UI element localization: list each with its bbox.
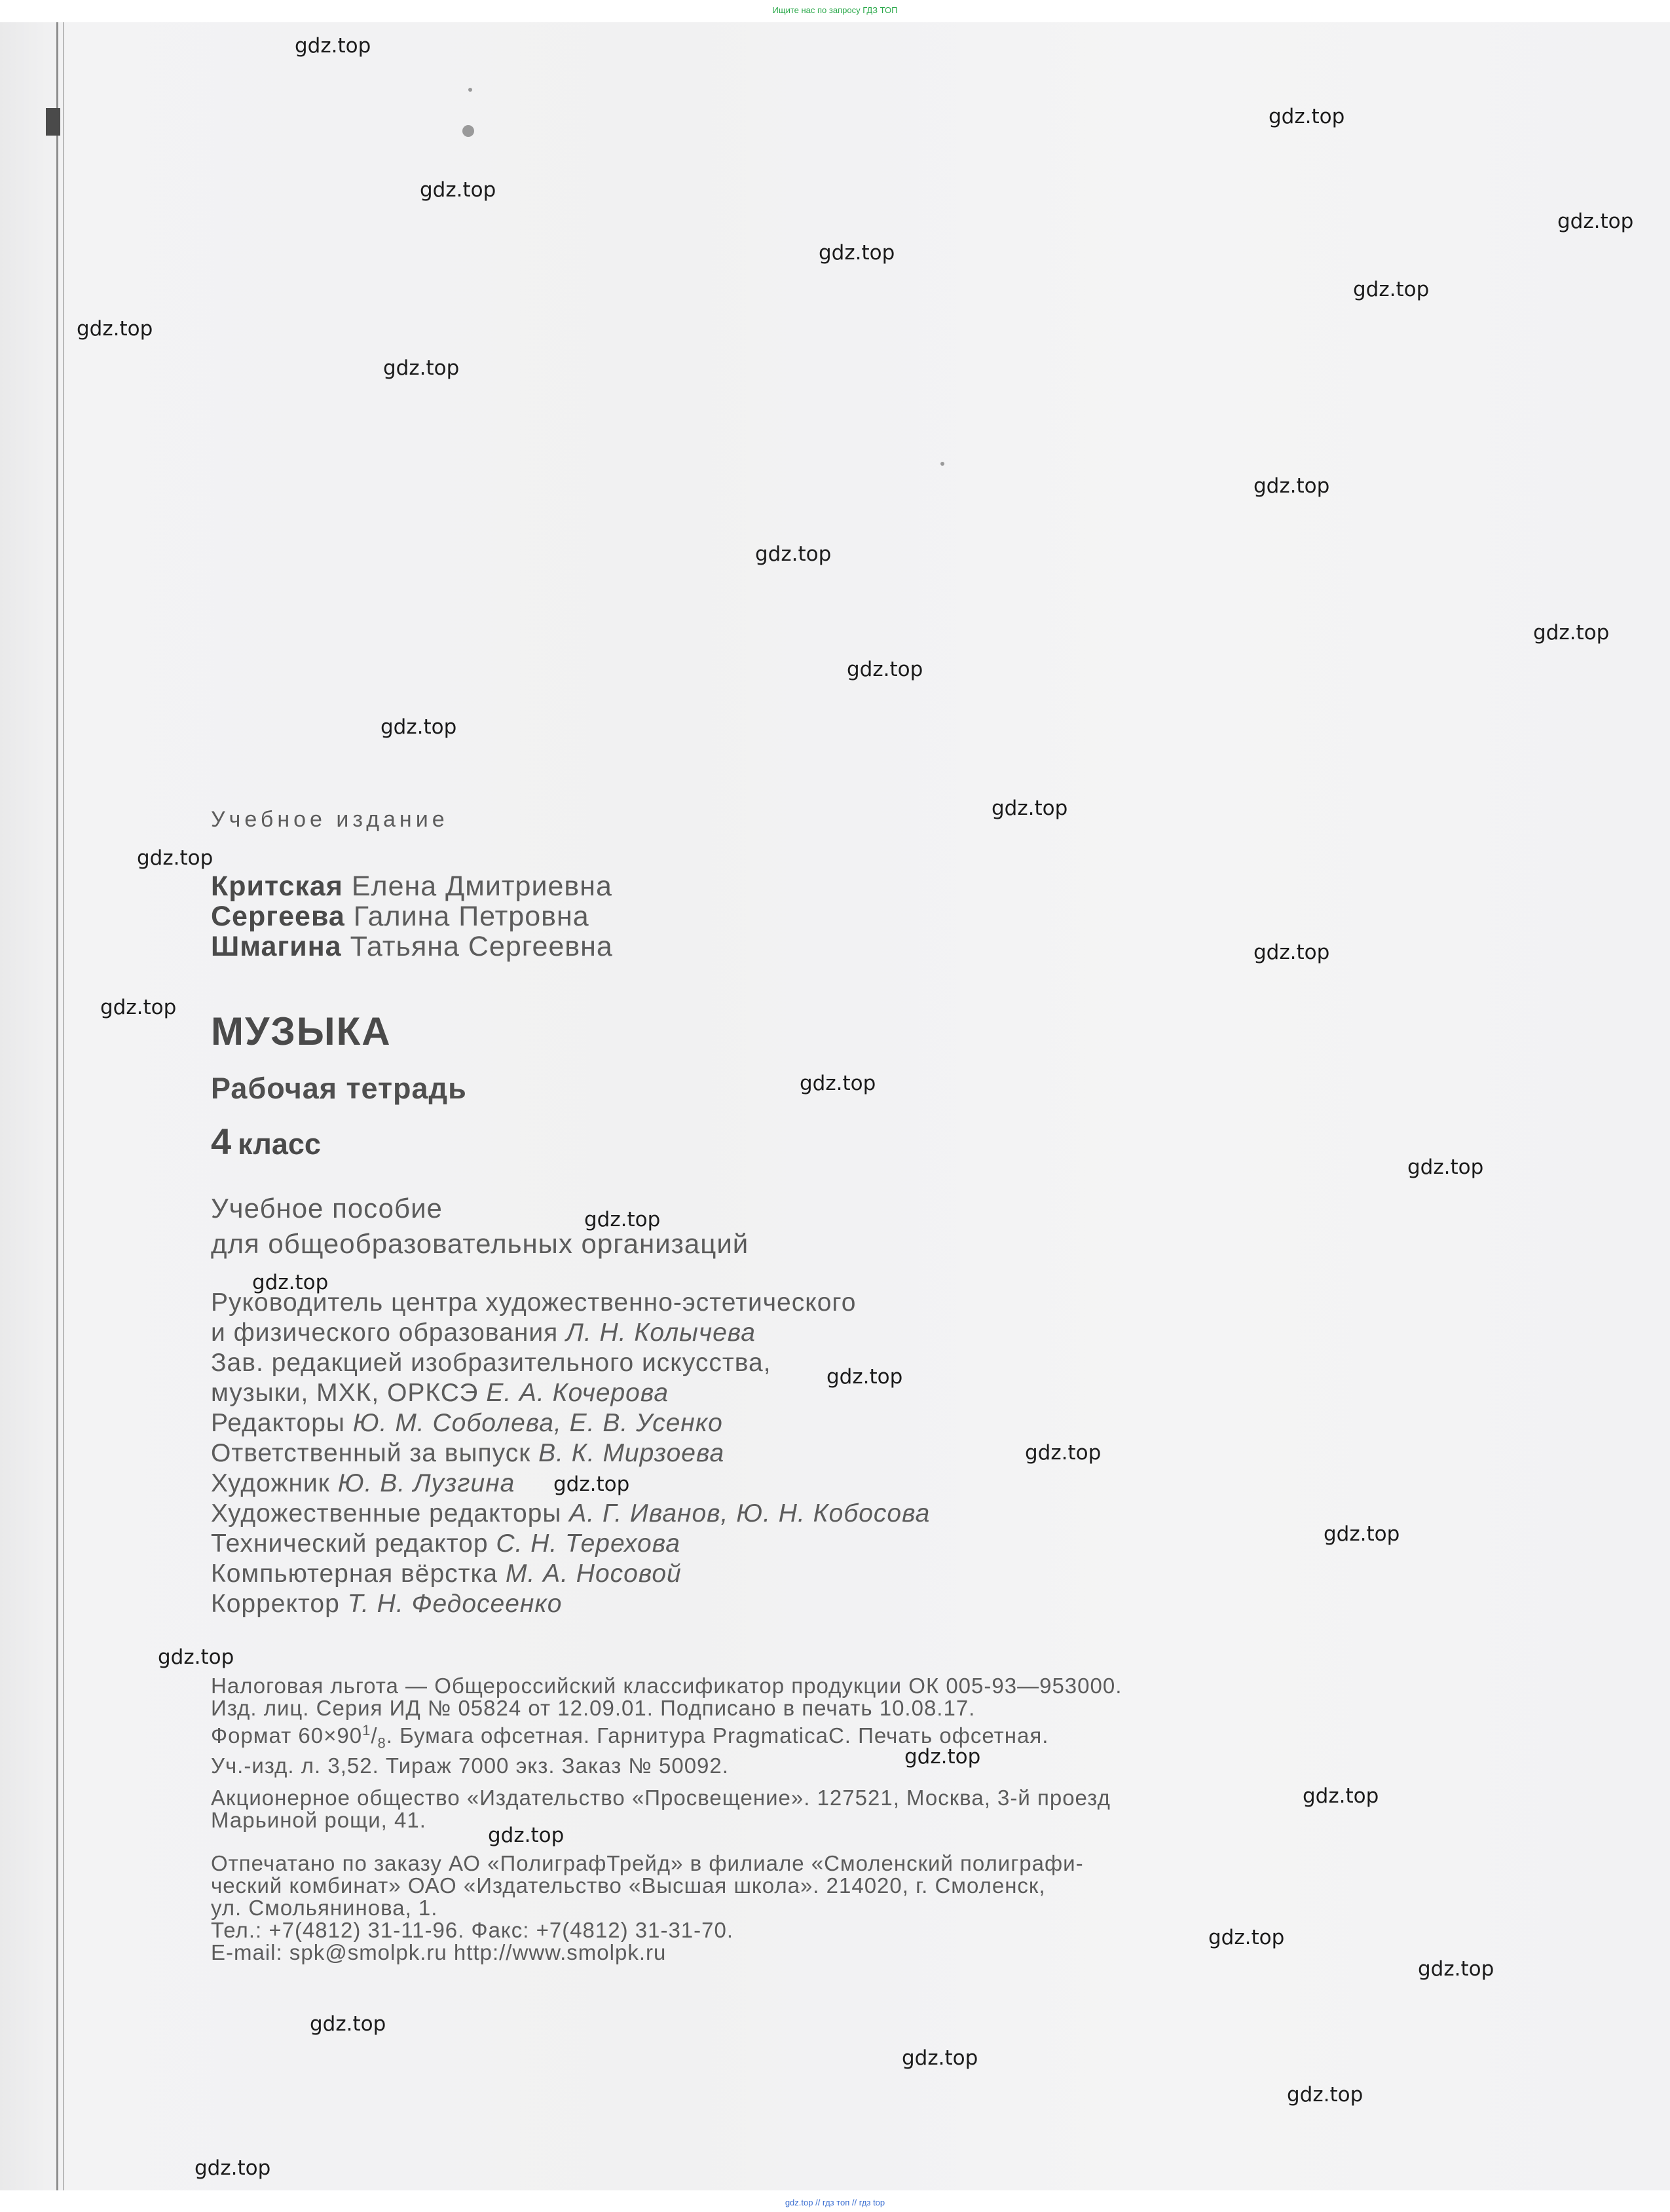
paper-speck (462, 125, 474, 137)
watermark-text: gdz.top (420, 178, 496, 202)
watermark-text: gdz.top (195, 2156, 271, 2180)
credit-line: музыки, МХК, ОРКСЭ Е. А. Кочерова (211, 1379, 669, 1407)
author-line (211, 931, 613, 962)
author-names: Галина Петровна (353, 901, 589, 932)
watermark-text: gdz.top (1324, 1522, 1400, 1546)
watermark-text: gdz.top (295, 34, 371, 58)
book-subtitle: Рабочая тетрадь (211, 1072, 467, 1105)
watermark-text: gdz.top (1353, 278, 1430, 301)
imprint-printer: Отпечатано по заказу АО «ПолиграфТрейд» в филиале «Смоленский полиграфи- ческий комбинат» ОАО «Издательство «Высшая школа». 214020, г. Смоленск, ул. Смольянинова, 1. Тел.: +7(4812) 31-11-96. Факс: +7(4812) 31-31-70. E-mail: spk@smolpk.ru http://www.smolpk.ru (211, 1851, 1084, 1964)
author-surname: Критская (211, 871, 343, 902)
credit-line: Компьютерная вёрстка М. А. Носовой (211, 1560, 682, 1588)
credit-line: Художник Ю. В. Лузгина (211, 1469, 515, 1497)
watermark-text: gdz.top (826, 1365, 903, 1389)
watermark-text: gdz.top (77, 317, 153, 341)
page-spine-line-inner (63, 22, 64, 2190)
watermark-text: gdz.top (584, 1208, 661, 1231)
header-search-note: Ищите нас по запросу ГДЗ ТОП (772, 5, 898, 15)
paper-speck (468, 88, 472, 92)
spine-mark (46, 108, 60, 136)
author-line (211, 901, 613, 931)
grade-number: 4 (211, 1121, 232, 1162)
watermark-text: gdz.top (158, 1645, 234, 1669)
grade-word: класс (238, 1127, 321, 1161)
credit-line: Руководитель центра художественно-эстетического (211, 1288, 857, 1317)
watermark-text: gdz.top (1287, 2083, 1364, 2107)
purpose-line: Учебное пособие (211, 1193, 443, 1224)
edition-type: Учебное издание (211, 807, 449, 832)
watermark-text: gdz.top (137, 846, 213, 870)
watermark-text: gdz.top (310, 2012, 386, 2036)
author-surname: Шмагина (211, 931, 342, 962)
credit-line: Редакторы Ю. М. Соболева, Е. В. Усенко (211, 1409, 723, 1437)
imprint-publisher: Акционерное общество «Издательство «Просвещение». 127521, Москва, 3-й проезд Марьиной рощи, 41. (211, 1786, 1111, 1832)
footer-note: gdz.top // гдз топ // гдз top (785, 2198, 885, 2207)
watermark-text: gdz.top (847, 658, 923, 681)
watermark-text: gdz.top (553, 1472, 630, 1496)
watermark-text: gdz.top (1269, 105, 1345, 128)
credit-line: Ответственный за выпуск В. К. Мирзоева (211, 1439, 725, 1467)
watermark-text: gdz.top (1557, 210, 1634, 233)
watermark-text: gdz.top (992, 797, 1068, 820)
watermark-text: gdz.top (1253, 941, 1330, 964)
credit-line: Корректор Т. Н. Федосеенко (211, 1590, 563, 1618)
purpose-line: для общеобразовательных организаций (211, 1228, 749, 1259)
book-purpose (211, 1191, 749, 1262)
watermark-text: gdz.top (380, 715, 457, 739)
watermark-text: gdz.top (1253, 474, 1330, 498)
watermark-text: gdz.top (1208, 1926, 1285, 1949)
watermark-text: gdz.top (100, 996, 177, 1019)
author-names: Татьяна Сергеевна (350, 931, 613, 962)
paper-speck (940, 462, 944, 466)
watermark-text: gdz.top (1025, 1441, 1102, 1465)
watermark-text: gdz.top (1418, 1957, 1494, 1981)
credit-line: и физического образования Л. Н. Колычева (211, 1319, 756, 1347)
credits-list (211, 1288, 930, 1619)
author-surname: Сергеева (211, 901, 345, 932)
credit-line: Зав. редакцией изобразительного искусства, (211, 1349, 771, 1377)
watermark-text: gdz.top (1303, 1784, 1379, 1808)
book-title: МУЗЫКА (211, 1009, 392, 1053)
page-spine-line (56, 22, 58, 2190)
watermark-text: gdz.top (904, 1745, 981, 1769)
author-names: Елена Дмитриевна (351, 871, 612, 902)
author-line (211, 871, 613, 901)
imprint-tax-info: Налоговая льгота — Общероссийский классификатор продукции ОК 005-93—953000. Изд. лиц. Серия ИД № 05824 от 12.09.01. Подписано в печать 10.08.17. Формат $60\times 90^1/_8$. Бумага офсетная. Гарнитура PragmaticaC. Печать офсетная. Уч.-изд. л. 3,52. Тираж 7000 экз. Заказ № 50092. (211, 1674, 1123, 1778)
watermark-text: gdz.top (1407, 1155, 1484, 1179)
watermark-text: gdz.top (252, 1271, 329, 1294)
grade-label (211, 1120, 321, 1163)
watermark-text: gdz.top (755, 542, 832, 566)
watermark-text: gdz.top (1533, 621, 1610, 645)
watermark-text: gdz.top (902, 2046, 978, 2070)
credit-line: Художественные редакторы А. Г. Иванов, Ю. Н. Кобосова (211, 1499, 931, 1528)
watermark-text: gdz.top (819, 241, 895, 265)
watermark-text: gdz.top (488, 1824, 565, 1847)
watermark-text: gdz.top (383, 356, 460, 380)
credit-line: Технический редактор С. Н. Терехова (211, 1529, 680, 1558)
authors-list (211, 871, 613, 962)
watermark-text: gdz.top (800, 1072, 876, 1095)
